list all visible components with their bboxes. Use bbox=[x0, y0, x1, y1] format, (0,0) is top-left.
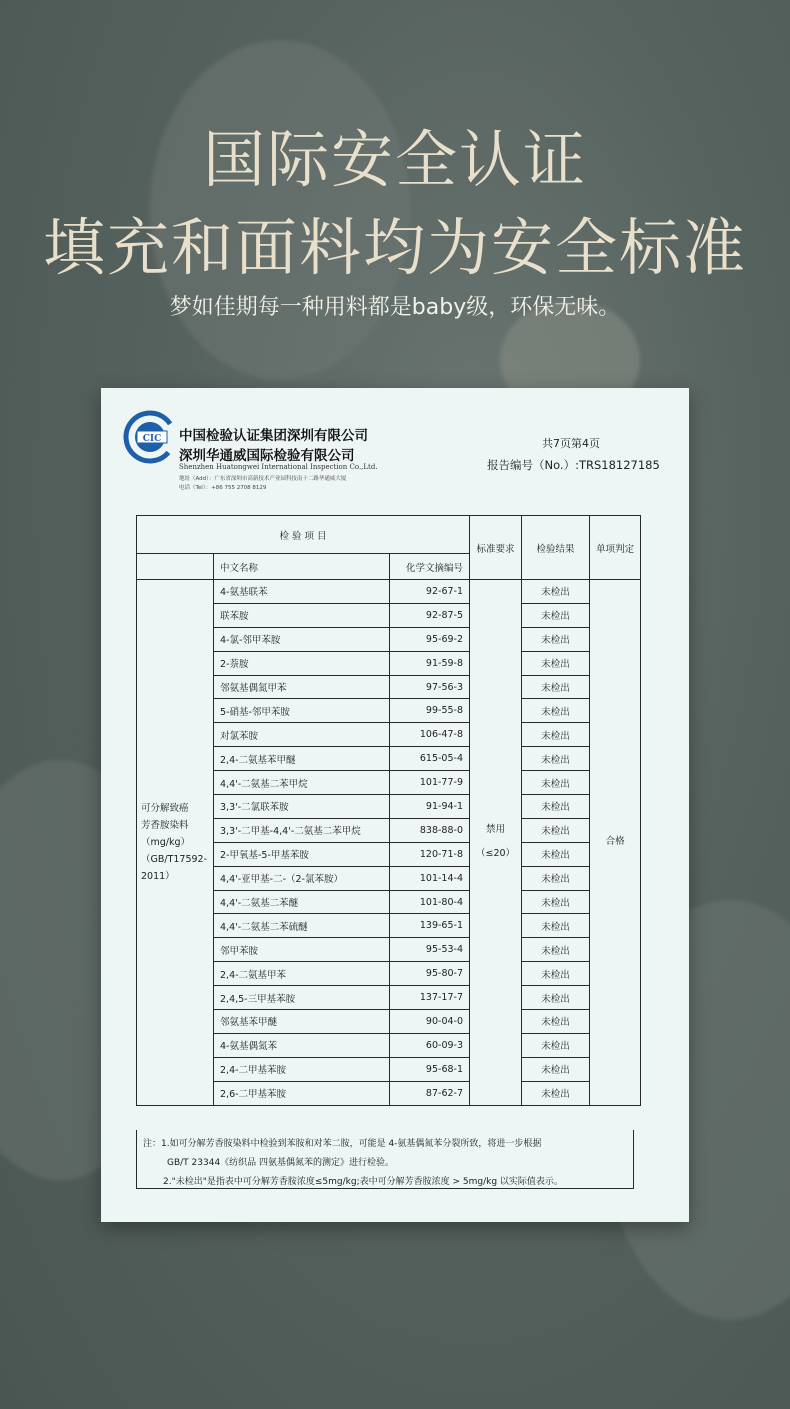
header-standard: 标准要求 bbox=[470, 516, 522, 580]
cas-number: 137-17-7 bbox=[390, 986, 470, 1010]
substance-name: 4,4'-二氨基二苯醚 bbox=[214, 890, 390, 914]
cas-number: 95-53-4 bbox=[390, 938, 470, 962]
result-cell: 未检出 bbox=[522, 603, 590, 627]
inspection-report bbox=[101, 388, 689, 1222]
cas-number: 87-62-7 bbox=[390, 1081, 470, 1105]
substance-name: 2,6-二甲基苯胺 bbox=[214, 1081, 390, 1105]
result-cell: 未检出 bbox=[522, 1057, 590, 1081]
substance-name: 4,4'-亚甲基-二-（2-氯苯胺） bbox=[214, 866, 390, 890]
substance-name: 邻氨基苯甲醚 bbox=[214, 1010, 390, 1034]
cas-number: 101-14-4 bbox=[390, 866, 470, 890]
notes bbox=[136, 1130, 634, 1189]
cic-logo-icon bbox=[123, 410, 177, 464]
cas-number: 91-59-8 bbox=[390, 651, 470, 675]
header-cn-name: 中文名称 bbox=[214, 554, 390, 580]
company-name-cn-1: 中国检验认证集团深圳有限公司 bbox=[179, 428, 368, 444]
report-number: 报告编号（No.）:TRS18127185 bbox=[487, 458, 660, 472]
note-line-3: 2."未检出"是指表中可分解芳香胺浓度≤5mg/kg;表中可分解芳香胺浓度 > 5mg/kg 以实际值表示。 bbox=[163, 1177, 563, 1187]
result-cell: 未检出 bbox=[522, 938, 590, 962]
inspection-table bbox=[136, 515, 641, 1106]
result-cell: 未检出 bbox=[522, 627, 590, 651]
category-line: 2011） bbox=[141, 870, 175, 882]
header-result: 检验结果 bbox=[522, 516, 590, 580]
cas-number: 95-80-7 bbox=[390, 962, 470, 986]
substance-name: 4-氨基偶氮苯 bbox=[214, 1033, 390, 1057]
category-line: （GB/T17592- bbox=[141, 853, 208, 865]
cas-number: 90-04-0 bbox=[390, 1010, 470, 1034]
header-cas: 化学文摘编号 bbox=[390, 554, 470, 580]
result-cell: 未检出 bbox=[522, 1033, 590, 1057]
cas-number: 99-55-8 bbox=[390, 699, 470, 723]
cas-number: 95-69-2 bbox=[390, 627, 470, 651]
substance-name: 4,4'-二氨基二苯甲烷 bbox=[214, 771, 390, 795]
result-cell: 未检出 bbox=[522, 842, 590, 866]
category-line: 可分解致癌 bbox=[141, 802, 189, 814]
result-cell: 未检出 bbox=[522, 866, 590, 890]
subtitle: 梦如佳期每一种用料都是baby级，环保无味。 bbox=[169, 295, 621, 320]
substance-name: 3,3'-二甲基-4,4'-二氨基二苯甲烷 bbox=[214, 818, 390, 842]
result-cell: 未检出 bbox=[522, 699, 590, 723]
cas-number: 101-77-9 bbox=[390, 771, 470, 795]
substance-name: 2,4-二甲基苯胺 bbox=[214, 1057, 390, 1081]
result-cell: 未检出 bbox=[522, 723, 590, 747]
judgement-cell: 合格 bbox=[590, 580, 641, 1106]
result-cell: 未检出 bbox=[522, 771, 590, 795]
substance-name: 联苯胺 bbox=[214, 603, 390, 627]
substance-name: 邻甲苯胺 bbox=[214, 938, 390, 962]
category-line: 芳香胺染料 bbox=[141, 819, 189, 831]
company-address: 地址（Add）：广东省深圳市高新技术产业园科技南十二路华通威大厦 bbox=[179, 476, 347, 482]
substance-name: 4-氨基联苯 bbox=[214, 580, 390, 604]
header-item: 检 验 项 目 bbox=[137, 516, 470, 554]
substance-name: 4,4'-二氨基二苯硫醚 bbox=[214, 914, 390, 938]
result-cell: 未检出 bbox=[522, 651, 590, 675]
cas-number: 60-09-3 bbox=[390, 1033, 470, 1057]
company-tel: 电话（Tel）：+86 755 2708 8129 bbox=[179, 485, 267, 491]
substance-name: 2-萘胺 bbox=[214, 651, 390, 675]
cas-number: 615-05-4 bbox=[390, 747, 470, 771]
note-line-2: GB/T 23344《纺织品 四氨基偶氮苯的测定》进行检验。 bbox=[167, 1158, 395, 1168]
category-line: （mg/kg） bbox=[141, 836, 191, 848]
note-line-1: 注：1.如可分解芳香胺染料中检验到苯胺和对苯二胺，可能是 4-氨基偶氮苯分裂所致，将进一步根据 bbox=[143, 1139, 542, 1149]
result-cell: 未检出 bbox=[522, 747, 590, 771]
result-cell: 未检出 bbox=[522, 890, 590, 914]
result-cell: 未检出 bbox=[522, 986, 590, 1010]
substance-name: 5-硝基-邻甲苯胺 bbox=[214, 699, 390, 723]
standard-line: （≤20） bbox=[476, 848, 516, 860]
header-judgement: 单项判定 bbox=[590, 516, 641, 580]
result-cell: 未检出 bbox=[522, 675, 590, 699]
table-row bbox=[137, 580, 641, 604]
cas-number: 92-87-5 bbox=[390, 603, 470, 627]
substance-name: 对氯苯胺 bbox=[214, 723, 390, 747]
substance-name: 2-甲氧基-5-甲基苯胺 bbox=[214, 842, 390, 866]
standard-line: 禁用 bbox=[486, 824, 506, 836]
result-cell: 未检出 bbox=[522, 914, 590, 938]
cas-number: 838-88-0 bbox=[390, 818, 470, 842]
substance-name: 3,3'-二氯联苯胺 bbox=[214, 795, 390, 819]
result-cell: 未检出 bbox=[522, 580, 590, 604]
substance-name: 邻氨基偶氮甲苯 bbox=[214, 675, 390, 699]
cas-number: 92-67-1 bbox=[390, 580, 470, 604]
result-cell: 未检出 bbox=[522, 962, 590, 986]
standard-cell bbox=[470, 580, 522, 1106]
category-cell bbox=[137, 580, 214, 1106]
substance-name: 4-氯-邻甲苯胺 bbox=[214, 627, 390, 651]
headline-line-1: 国际安全认证 bbox=[202, 123, 587, 196]
logo-text: CIC bbox=[142, 434, 162, 444]
substance-name: 2,4-二氨基甲苯 bbox=[214, 962, 390, 986]
result-cell: 未检出 bbox=[522, 1081, 590, 1105]
substance-name: 2,4,5-三甲基苯胺 bbox=[214, 986, 390, 1010]
cas-number: 91-94-1 bbox=[390, 795, 470, 819]
cas-number: 95-68-1 bbox=[390, 1057, 470, 1081]
result-cell: 未检出 bbox=[522, 1010, 590, 1034]
cas-number: 106-47-8 bbox=[390, 723, 470, 747]
cas-number: 139-65-1 bbox=[390, 914, 470, 938]
company-name-en: Shenzhen Huatongwei International Inspection Co.,Ltd. bbox=[179, 463, 378, 471]
cas-number: 120-71-8 bbox=[390, 842, 470, 866]
headline-line-2: 填充和面料均为安全标准 bbox=[42, 211, 747, 284]
result-cell: 未检出 bbox=[522, 795, 590, 819]
cas-number: 101-80-4 bbox=[390, 890, 470, 914]
page-info: 共7页第4页 bbox=[542, 437, 600, 450]
cas-number: 97-56-3 bbox=[390, 675, 470, 699]
company-name-cn-2: 深圳华通威国际检验有限公司 bbox=[179, 448, 355, 464]
substance-name: 2,4-二氨基苯甲醚 bbox=[214, 747, 390, 771]
result-cell: 未检出 bbox=[522, 818, 590, 842]
